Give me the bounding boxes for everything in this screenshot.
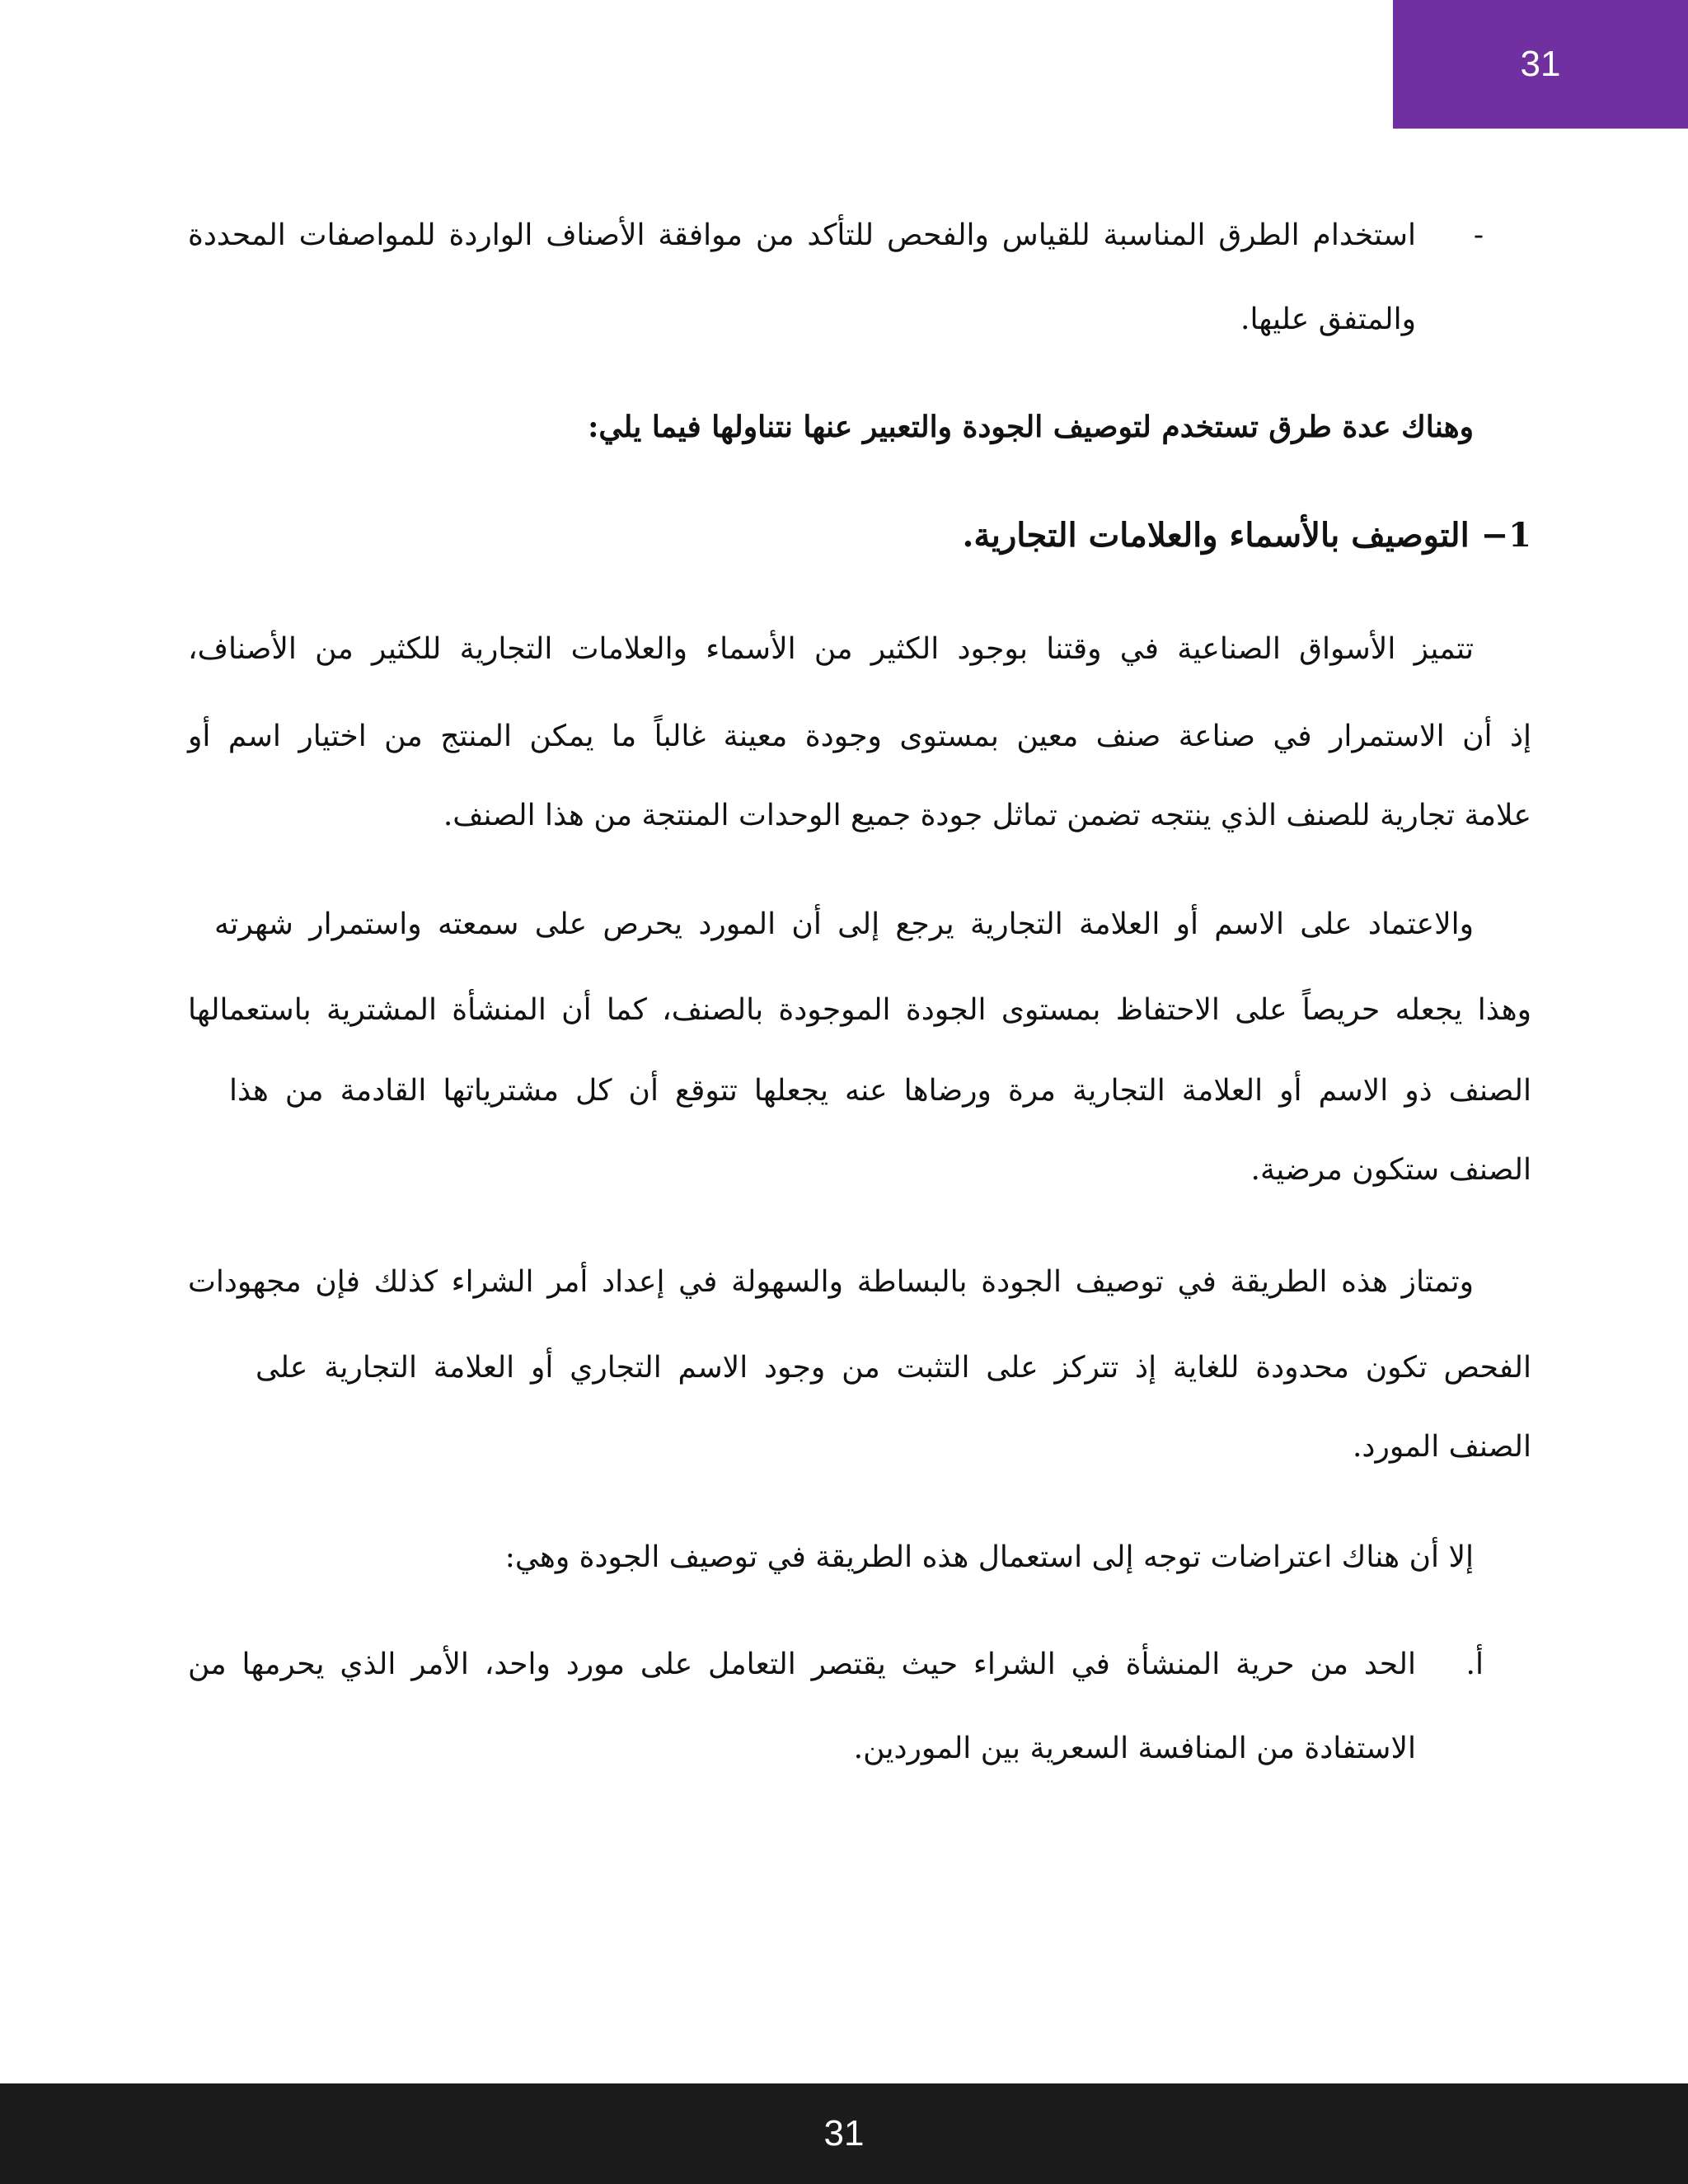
list-item-a-line-2: الاستفادة من المنافسة السعرية بين الموردين. [853,1732,1416,1765]
paragraph-3-line-3: الصنف المورد. [1352,1430,1531,1464]
intro-text: وهناك عدة طرق تستخدم لتوصيف الجودة والتعبير عنها نتناولها فيما يلي: [588,410,1474,444]
paragraph-2-line-1: والاعتماد على الاسم أو العلامة التجارية يرجع إلى أن المورد يحرص على سمعته واستمرار شهرته [214,907,1474,941]
paragraph-3-line-2: الفحص تكون محدودة للغاية إذ تتركز على التثبت من وجود الاسم التجاري أو العلامة التجارية على [256,1351,1531,1385]
paragraph-2-line-3: الصنف ذو الاسم أو العلامة التجارية مرة ورضاها عنه يجعلها تتوقع أن كل مشترياتها القادمة من هذا [229,1074,1531,1108]
paragraph-3-line-1: وتمتاز هذه الطريقة في توصيف الجودة بالبساطة والسهولة في إعداد أمر الشراء كذلك فإن مجهودات [188,1265,1474,1299]
paragraph-1-line-1: تتميز الأسواق الصناعية في وقتنا بوجود الكثير من الأسماء والعلامات التجارية للكثير من الأصناف، [188,632,1474,666]
paragraph-2-line-2: وهذا يجعله حريصاً على الاحتفاظ بمستوى الجودة الموجودة بالصنف، كما أن المنشأة المشترية باستعمالها [188,993,1531,1027]
page-number-top: 31 [1520,44,1561,84]
objections-intro: إلا أن هناك اعتراضات توجه إلى استعمال هذه الطريقة في توصيف الجودة وهي: [504,1540,1474,1574]
page-footer [0,2083,1688,2184]
page-number-bottom: 31 [823,2113,865,2154]
paragraph-2-line-4: الصنف ستكون مرضية. [1250,1153,1531,1187]
page-number-tab [1393,0,1688,129]
list-item-a-line-1: الحد من حرية المنشأة في الشراء حيث يقتصر التعامل على مورد واحد، الأمر الذي يحرمها من [188,1647,1416,1681]
paragraph-1-line-3: علامة تجارية للصنف الذي ينتجه تضمن تماثل جودة جميع الوحدات المنتجة من هذا الصنف. [443,799,1531,832]
bullet-dash: - [1473,218,1484,252]
bullet-line-1: استخدام الطرق المناسبة للقياس والفحص للتأكد من موافقة الأصناف الواردة للمواصفات المحددة [188,218,1416,252]
bullet-line-2: والمتفق عليها. [1240,302,1416,336]
section-heading: 1− التوصيف بالأسماء والعلامات التجارية. [962,516,1531,555]
list-item-a-mark: أ. [1465,1647,1484,1681]
paragraph-1-line-2: إذ أن الاستمرار في صناعة صنف معين بمستوى وجودة معينة غالباً ما يمكن المنتج من اختيار اسم أو [188,719,1531,753]
